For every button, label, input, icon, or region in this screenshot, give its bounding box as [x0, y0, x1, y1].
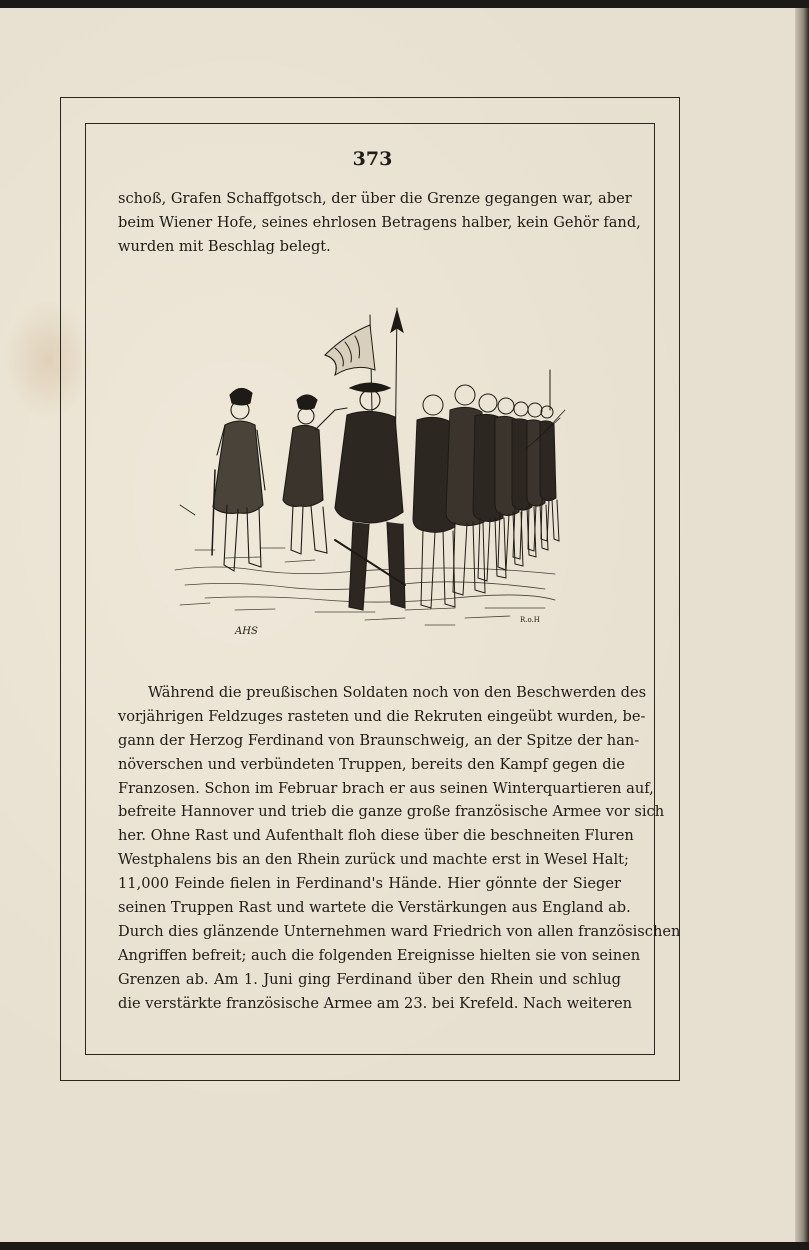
- text-line: schoß, Grafen Schaffgotsch, der über die Grenze gegangen war, aber: [118, 190, 632, 207]
- text-line: wurden mit Beschlag belegt.: [118, 237, 331, 255]
- text-line: növerschen und verbündeten Truppen, bereits den Kampf gegen die: [118, 755, 625, 773]
- text-line: gann der Herzog Ferdinand von Braunschweig, an der Spitze der han-: [118, 731, 640, 749]
- officer-left: [212, 388, 265, 571]
- text-line: befreite Hannover und trieb die ganze große französische Armee vor sich: [118, 803, 665, 821]
- text-line: 11,000 Feinde fielen in Ferdinand's Hände. Hier gönnte der Sieger: [118, 875, 621, 893]
- text-line: Während die preußischen Soldaten noch von den Beschwerden des: [148, 684, 647, 701]
- text-line: Durch dies glänzende Unternehmen ward Friedrich von allen französischen: [118, 922, 681, 940]
- paragraph-top: [118, 187, 641, 259]
- text-line: seinen Truppen Rast und wartete die Verstärkungen aus England ab.: [118, 899, 631, 917]
- text-line: beim Wiener Hofe, seines ehrlosen Betragens halber, kein Gehör fand,: [118, 213, 641, 231]
- text-line: Westphalens bis an den Rhein zurück und machte erst in Wesel Halt;: [118, 851, 629, 869]
- engraver-monogram: R.o.H: [520, 616, 540, 624]
- text-line: her. Ohne Rast und Aufenthalt floh diese über die beschneiten Fluren: [118, 827, 634, 845]
- paragraph-main: [118, 681, 681, 1015]
- text-line: Grenzen ab. Am 1. Juni ging Ferdinand über den Rhein und schlug: [118, 970, 621, 988]
- soldier-tricorn: [335, 383, 405, 610]
- engraver-signature: AHS: [235, 626, 258, 637]
- text-line: die verstärkte französische Armee am 23. bei Krefeld. Nach weiteren: [118, 994, 633, 1012]
- text-line: Angriffen befreit; auch die folgenden Ereignisse hielten sie von seinen: [118, 946, 641, 964]
- page-number: 373: [352, 148, 393, 170]
- engraving-illustration: [165, 300, 575, 645]
- page-edge: [795, 8, 809, 1242]
- text-line: vorjährigen Feldzuges rasteten und die Rekruten eingeübt wurden, be-: [118, 707, 646, 725]
- officer-pointing: [283, 395, 347, 554]
- text-line: Franzosen. Schon im Februar brach er aus seinen Winterquartieren auf,: [118, 779, 654, 797]
